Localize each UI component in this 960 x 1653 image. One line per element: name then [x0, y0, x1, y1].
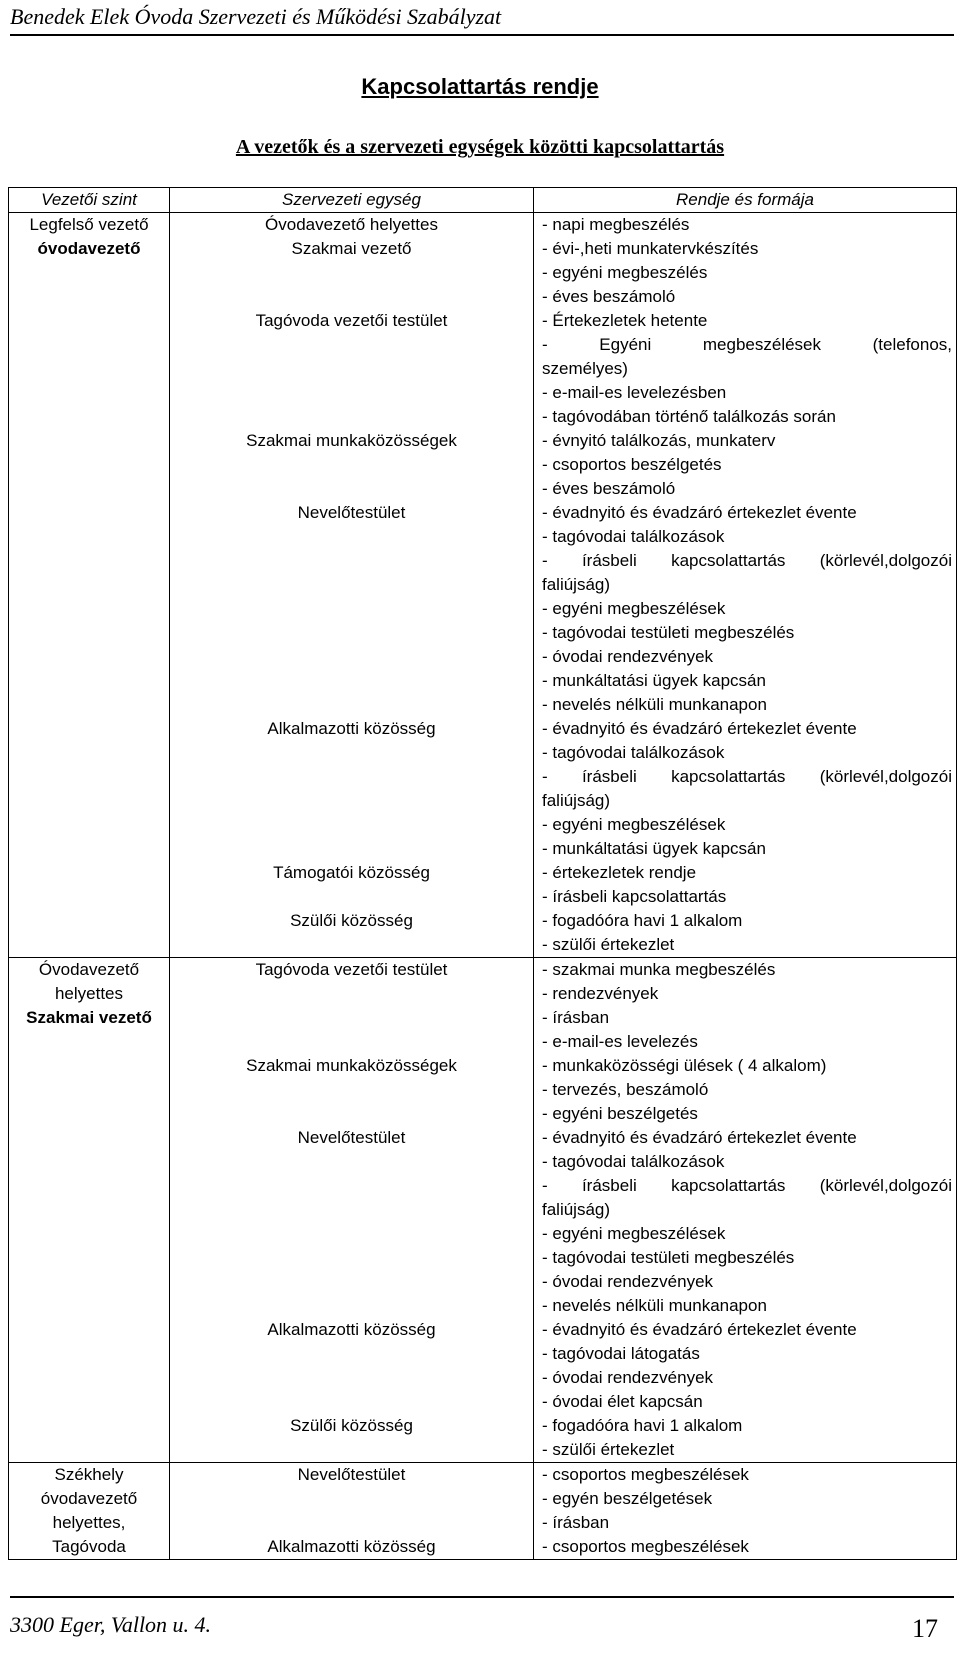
organizational-unit-cell: [170, 909, 534, 958]
organizational-unit-line: Óvodavezető helyettes: [265, 215, 438, 234]
table-row: [9, 1463, 957, 1536]
contact-forms-cell: [534, 717, 957, 861]
organizational-unit-line: Alkalmazotti közösség: [267, 719, 436, 738]
contact-table: [8, 187, 957, 1560]
contact-form-line: - évnyitó találkozás, munkaterv: [542, 431, 776, 450]
contact-form-line: - szakmai munka megbeszélés: [542, 960, 776, 979]
contact-form-line: - egyéni megbeszélések: [542, 599, 726, 618]
contact-form-line: - évi-,heti munkatervkészítés: [542, 239, 759, 258]
contact-form-line: - tagóvodai találkozások: [542, 527, 725, 546]
contact-form-line: - nevelés nélküli munkanapon: [542, 695, 767, 714]
contact-forms-cell: [534, 429, 957, 501]
contact-form-line: - írásbeli kapcsolattartás: [542, 887, 727, 906]
organizational-unit-cell: [170, 1535, 534, 1560]
contact-form-line: - írásban: [542, 1008, 610, 1027]
contact-form-line: - tagóvodában történő találkozás során: [542, 407, 836, 426]
organizational-unit-line: Nevelőtestület: [297, 1128, 406, 1147]
organizational-unit-cell: [170, 1414, 534, 1463]
contact-form-line: - írásbeli kapcsolattartás (körlevél,dolgozói: [542, 767, 952, 786]
contact-form-line: - írásbeli kapcsolattartás (körlevél,dolgozói: [542, 1176, 952, 1195]
organizational-unit-cell: [170, 1054, 534, 1126]
leadership-level-line: Óvodavezető: [38, 960, 140, 979]
contact-form-line: faliújság): [542, 791, 611, 810]
contact-form-line: - évadnyitó és évadzáró értekezlet évente: [542, 719, 857, 738]
contact-form-line: - munkáltatási ügyek kapcsán: [542, 839, 766, 858]
contact-form-line: - csoportos megbeszélések: [542, 1465, 749, 1484]
leadership-level-line: helyettes: [54, 984, 124, 1003]
contact-forms-cell: [534, 1054, 957, 1126]
contact-form-line: - Egyéni megbeszélések (telefonos,: [542, 335, 952, 354]
contact-form-line: - csoportos megbeszélések: [542, 1537, 749, 1556]
organizational-unit-line: Nevelőtestület: [297, 503, 406, 522]
leadership-level-cell: [9, 958, 170, 1463]
contact-form-line: - szülői értekezlet: [542, 935, 675, 954]
header-unit: Szervezeti egység: [170, 188, 534, 213]
organizational-unit-line: Szakmai munkaközösségek: [246, 431, 457, 450]
contact-form-line: - egyén beszélgetések: [542, 1489, 713, 1508]
contact-form-line: - tagóvodai találkozások: [542, 1152, 725, 1171]
contact-forms-cell: [534, 1414, 957, 1463]
contact-form-line: személyes): [542, 359, 628, 378]
contact-form-line: - csoportos beszélgetés: [542, 455, 722, 474]
contact-form-line: - egyéni beszélgetés: [542, 1104, 698, 1123]
organizational-unit-cell: [170, 958, 534, 1055]
organizational-unit-cell: [170, 429, 534, 501]
contact-forms-cell: [534, 958, 957, 1055]
contact-table-wrapper: [8, 187, 956, 1560]
organizational-unit-line: Szakmai munkaközösségek: [246, 1056, 457, 1075]
organizational-unit-cell: [170, 861, 534, 909]
contact-form-line: - egyéni megbeszélés: [542, 263, 708, 282]
leadership-level-cell: [9, 1463, 170, 1560]
running-header: Benedek Elek Óvoda Szervezeti és Működési Szabályzat: [10, 4, 502, 29]
leadership-level-line: óvodavezető: [37, 239, 141, 258]
contact-form-line: - tagóvodai látogatás: [542, 1344, 700, 1363]
organizational-unit-cell: [170, 1126, 534, 1318]
contact-forms-cell: [534, 1318, 957, 1414]
contact-form-line: - óvodai élet kapcsán: [542, 1392, 703, 1411]
contact-forms-cell: [534, 1535, 957, 1560]
contact-form-line: - munkaközösségi ülések ( 4 alkalom): [542, 1056, 827, 1075]
organizational-unit-line: Alkalmazotti közösség: [267, 1537, 436, 1556]
header-rule: [10, 34, 954, 36]
contact-form-line: faliújság): [542, 575, 611, 594]
organizational-unit-cell: [170, 1318, 534, 1414]
contact-form-line: - tagóvodai testületi megbeszélés: [542, 1248, 795, 1267]
contact-form-line: - szülői értekezlet: [542, 1440, 675, 1459]
contact-forms-cell: [534, 213, 957, 310]
contact-form-line: - munkáltatási ügyek kapcsán: [542, 671, 766, 690]
contact-forms-cell: [534, 501, 957, 717]
table-body: [9, 213, 957, 1560]
organizational-unit-line: Szakmai vezető: [291, 239, 412, 258]
contact-form-line: - e-mail-es levelezés: [542, 1032, 698, 1051]
page-title: Kapcsolattartás rendje: [361, 74, 599, 99]
table-row: [9, 213, 957, 310]
contact-forms-cell: [534, 309, 957, 429]
contact-form-line: - értekezletek rendje: [542, 863, 697, 882]
table-row: [9, 958, 957, 1055]
contact-form-line: - e-mail-es levelezésben: [542, 383, 727, 402]
contact-form-line: - óvodai rendezvények: [542, 1272, 714, 1291]
contact-form-line: - évadnyitó és évadzáró értekezlet évente: [542, 1320, 857, 1339]
contact-form-line: - nevelés nélküli munkanapon: [542, 1296, 767, 1315]
leadership-level-line: óvodavezető: [40, 1489, 138, 1508]
organizational-unit-line: Tagóvoda vezetői testület: [255, 311, 448, 330]
leadership-level-line: Legfelső vezető: [29, 215, 149, 234]
organizational-unit-line: Tagóvoda vezetői testület: [255, 960, 448, 979]
contact-form-line: - óvodai rendezvények: [542, 1368, 714, 1387]
contact-form-line: - napi megbeszélés: [542, 215, 690, 234]
contact-form-line: - Értekezletek hetente: [542, 311, 708, 330]
contact-forms-cell: [534, 861, 957, 909]
organizational-unit-cell: [170, 717, 534, 861]
contact-form-line: - éves beszámoló: [542, 287, 676, 306]
footer-address: 3300 Eger, Vallon u. 4.: [10, 1612, 212, 1637]
leadership-level-line: Tagóvoda: [52, 1537, 126, 1556]
organizational-unit-cell: [170, 501, 534, 717]
contact-form-line: - egyéni megbeszélések: [542, 815, 726, 834]
contact-form-line: - fogadóóra havi 1 alkalom: [542, 1416, 743, 1435]
contact-form-line: - tagóvodai találkozások: [542, 743, 725, 762]
leadership-level-cell: [9, 213, 170, 958]
contact-form-line: - rendezvények: [542, 984, 659, 1003]
leadership-level-line: helyettes,: [52, 1513, 126, 1532]
organizational-unit-line: Alkalmazotti közösség: [267, 1320, 436, 1339]
leadership-level-line: Szakmai vezető: [26, 1008, 152, 1027]
contact-form-line: - óvodai rendezvények: [542, 647, 714, 666]
contact-form-line: - tervezés, beszámoló: [542, 1080, 709, 1099]
page-number: 17: [912, 1614, 938, 1643]
contact-form-line: - egyéni megbeszélések: [542, 1224, 726, 1243]
contact-forms-cell: [534, 1463, 957, 1536]
page-subtitle: A vezetők és a szervezeti egységek közötti kapcsolattartás: [235, 136, 725, 158]
organizational-unit-line: Szülői közösség: [290, 1416, 413, 1435]
contact-form-line: faliújság): [542, 1200, 611, 1219]
contact-form-line: - tagóvodai testületi megbeszélés: [542, 623, 795, 642]
contact-form-line: - írásban: [542, 1513, 610, 1532]
header-forms: Rendje és formája: [534, 188, 957, 213]
table-header-row: [9, 188, 957, 213]
contact-form-line: - fogadóóra havi 1 alkalom: [542, 911, 743, 930]
contact-forms-cell: [534, 909, 957, 958]
organizational-unit-cell: [170, 213, 534, 310]
contact-form-line: - évadnyitó és évadzáró értekezlet évente: [542, 503, 857, 522]
organizational-unit-line: Szülői közösség: [290, 911, 413, 930]
contact-form-line: - írásbeli kapcsolattartás (körlevél,dolgozói: [542, 551, 952, 570]
organizational-unit-line: Nevelőtestület: [297, 1465, 406, 1484]
contact-forms-cell: [534, 1126, 957, 1318]
organizational-unit-cell: [170, 309, 534, 429]
contact-form-line: - éves beszámoló: [542, 479, 676, 498]
contact-form-line: - évadnyitó és évadzáró értekezlet évente: [542, 1128, 857, 1147]
header-level: Vezetői szint: [9, 188, 170, 213]
leadership-level-line: Székhely: [54, 1465, 124, 1484]
footer-rule: [10, 1596, 954, 1598]
organizational-unit-line: Támogatói közösség: [273, 863, 430, 882]
organizational-unit-cell: [170, 1463, 534, 1536]
